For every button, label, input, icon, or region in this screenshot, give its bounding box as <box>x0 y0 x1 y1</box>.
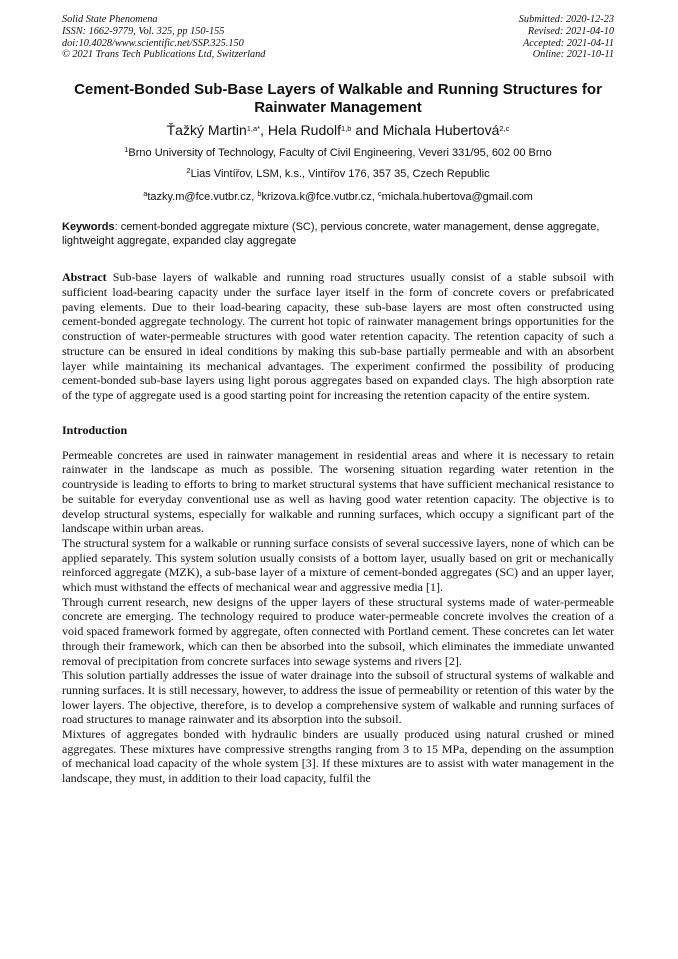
author: Ťažký Martin$^{1,a*}$, <box>166 122 268 139</box>
paragraph: Mixtures of aggregates bonded with hydraulic binders are usually produced using natural crushed or mined aggregates. These mixtures have compressive strengths ranging from 3 to 15 MPa, depending on the assumption of mechanical load capacity of the whole system [3]. If these mixtures are to assist with water management in the landscape, they must, in addition to their load capacity, fulfil the <box>62 727 614 786</box>
author: Hela Rudolf$^{1,b}$ and <box>267 122 383 139</box>
email-link[interactable]: krizova.k@fce.vutbr.cz <box>261 191 372 204</box>
abstract: Abstract Sub-base layers of walkable and running road structures usually consist of a stable subsoil with sufficient load-bearing capacity under the surface layer itself in the form of concrete covers or prefabricated paving elements. Due to their load-bearing capacity, these sub-base layers are most often constructed using cement-bonded aggregate technology. The current hot topic of rainwater management brings opportunities for the construction of water-permeable structures with good water retention capacity. The retention capacity of such a structure can be ensured in ideal conditions by making this sub-base partially permeable and with an absorbent layer while maintaining its mechanical advantages. The experiment confirmed the possibility of producing cement-bonded sub-base layers using light porous aggregates based on expanded clays. The high absorption rate of the type of aggregate used is a good starting point for increasing the retention capacity of the entire system. <box>62 270 614 402</box>
keywords: Keywords: cement-bonded aggregate mixture (SC), pervious concrete, water management, dense aggregate, lightweight aggregate, expanded clay aggregate <box>62 221 600 247</box>
copyright: © 2021 Trans Tech Publications Ltd, Switzerland <box>62 49 266 61</box>
submitted-date: Submitted: 2020-12-23 <box>518 14 614 25</box>
journal-header <box>62 14 614 61</box>
online-date: Online: 2021-10-11 <box>532 49 614 61</box>
email-link[interactable]: michala.hubertova@gmail.com <box>381 191 533 204</box>
issn: ISSN: 1662-9779, Vol. 325, pp 150-155 <box>62 25 225 37</box>
paper-title: Cement-Bonded Sub-Base Layers of Walkable and Running Structures for Rainwater Management <box>74 81 602 117</box>
paragraph: The structural system for a walkable or running surface consists of several successive layers, none of which can be applied separately. This system solution usually consists of a bottom layer, usually based on grit or mechanically reinforced aggregate (MZK), a sub-base layer of a mixture of cement-bonded aggregates (SC) and an upper layer, which must withstand the effects of mechanical wear and aggressive media [1]. <box>62 535 614 595</box>
publication-info <box>62 14 265 61</box>
paragraph: Permeable concretes are used in rainwater management in residential areas and where it is necessary to retain rainwater in the landscape as much as possible. The worsening situation regarding water retention in the countryside is leading to efforts to bring to market structural systems that have sufficient mechanical resistance to be suitable for everyday conventional use as well as having good water retention capacity. The objective is to develop structural systems, especially for walkable and running surfaces, which occupy a significant part of the landscape within urban areas. <box>62 447 614 536</box>
affiliation: $^2$Lias Vintířov, LSM, k.s., Vintířov 176, 357 35, Czech Republic <box>186 166 490 181</box>
author: Michala Hubertová$^{2,c}$ <box>382 122 510 139</box>
journal-name: Solid State Phenomena <box>62 14 158 25</box>
author-list <box>62 121 614 140</box>
email-link[interactable]: tazky.m@fce.vutbr.cz <box>147 191 252 204</box>
doi: doi:10.4028/www.scientific.net/SSP.325.150 <box>62 37 244 49</box>
paragraph: Through current research, new designs of the upper layers of these structural systems made of water-permeable concrete are emerging. The technology required to produce water-permeable concrete involves the creation of a void spaced framework formed by aggregate, often connected with Portland cement. These concretes can let water through their framework, which can then be absorbed into the subsoil, which eliminates the immediate unwanted removal of precipitation from concrete surfaces into sewage systems and rivers [2]. <box>62 594 614 668</box>
section-heading-introduction: Introduction <box>62 422 128 437</box>
publication-dates <box>519 14 614 61</box>
revised-date: Revised: 2021-04-10 <box>527 25 614 37</box>
accepted-date: Accepted: 2021-04-11 <box>522 37 614 49</box>
author-emails: $^a$tazky.m@fce.vutbr.cz, $^b$krizova.k@fce.vutbr.cz, $^c$michala.hubertova@gmail.com <box>143 189 533 204</box>
paragraph: This solution partially addresses the issue of water drainage into the subsoil of structural systems of walkable and running surfaces. It is still necessary, however, to address the issue of permeability or retention of this water by the lower layers. The objective, therefore, is to develop a comprehensive system of walkable and running surfaces of road structures to manage rainwater and its absorption into the subsoil. <box>62 668 614 727</box>
affiliation: $^1$Brno University of Technology, Faculty of Civil Engineering, Veveri 331/95, 602 00 Brno <box>124 145 552 160</box>
